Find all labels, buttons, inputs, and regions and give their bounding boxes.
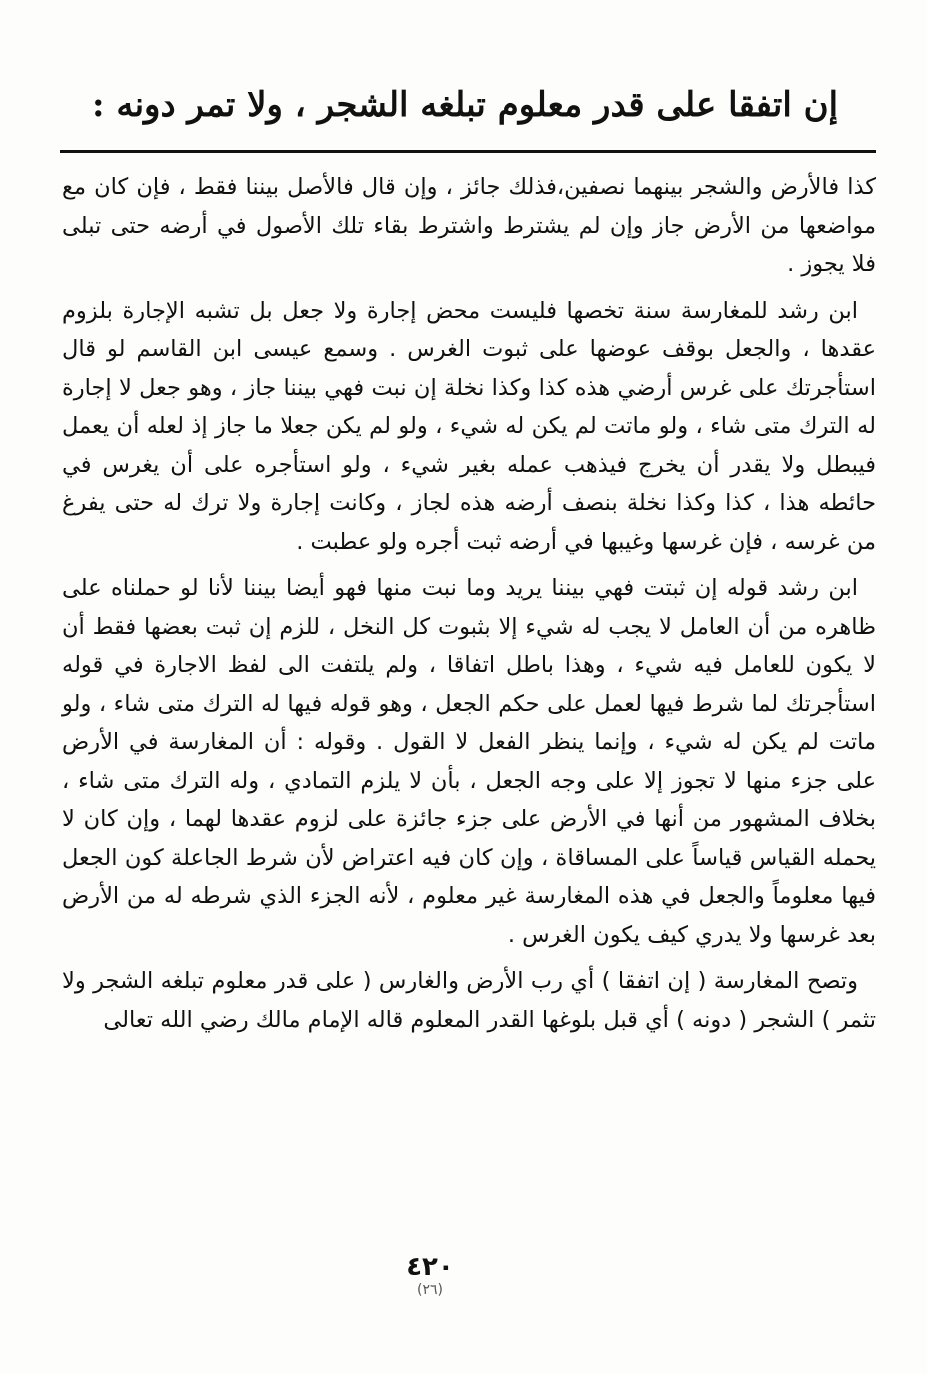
running-header: إن اتفقا على قدر معلوم تبلغه الشجر ، ولا تمر دونه : (91, 85, 839, 125)
paragraph-2: ابن رشد للمغارسة سنة تخصها فليست محض إجارة ولا جعل بل تشبه الإجارة بلزوم عقدها ، والجعل بوقف عوضها على ثبوت الغرس . وسمع عيسى ابن القاسم لو قال استأجرتك على غرس أرضي هذه كذا وكذا نخلة إن نبت فهي بيننا جاز ، وهو جعل لا إجارة له الترك متى شاء ، ولو ماتت لم يكن له شيء ، ولو لم يكن جعلا ما جاز إذ لعله أن يعمل فيبطل ولا يقدر أن يخرج فيذهب عمله بغير شيء ، ولو استأجره على أن يغرس في حائطه هذا ، كذا وكذا نخلة بنصف أرضه هذه لجاز ، وكانت إجارة ولا ترك له حتى يفرغ من غرسه ، فإن غرسها وغيبها في أرضه ثبت أجره ولو عطبت . (62, 297, 876, 555)
paragraph-3: ابن رشد قوله إن ثبتت فهي بيننا يريد وما نبت منها فهو أيضا بيننا لأنا لو حملناه على ظاهره من أن العامل لا يجب له شيء إلا بثبوت كل النخل ، للزم إن ثبت بعضها فقط أن لا يكون للعامل فيه شيء ، وهذا باطل اتفاقا ، ولم يلتفت الى لفظ الاجارة في قوله استأجرتك لما شرط فيها لعمل على حكم الجعل ، وهو قوله فيها له الترك متى شاء ، ولو ماتت لم يكن له شيء ، وإنما ينظر الفعل لا القول . وقوله : أن المغارسة في الأرض على جزء منها لا تجوز إلا على وجه الجعل ، بأن لا يلزم التمادي ، وله الترك متى شاء ، بخلاف المشهور من أنها في الأرض على جزء جائزة على لزوم عقدها لهما ، وإن كان لا يحمله القياس قياساً على المساقاة ، وإن كان فيه اعتراض لأن شرط الجاعلة كون الجعل فيها معلوماً والجعل في هذه المغارسة غير معلوم ، لأنه الجزء الذي شرطه له من الأرض بعد غرسها ولا يدري كيف يكون الغرس . (62, 575, 876, 948)
header-divider (60, 150, 876, 153)
main-text (62, 168, 876, 1047)
paragraph-4: وتصح المغارسة ( إن اتفقا ) أي رب الأرض والغارس ( على قدر معلوم تبلغه الشجر ولا تثمر ) الشجر ( دونه ) أي قبل بلوغها القدر المعلوم قاله الإمام مالك رضي الله تعالى (62, 968, 876, 1033)
paragraph-1: كذا فالأرض والشجر بينهما نصفين،فذلك جائز ، وإن قال فالأصل بيننا فقط ، فإن كان مع مواضعها من الأرض جاز وإن لم يشترط واشترط بقاء تلك الأصول في أرضه حتى تبلى فلا يجوز . (62, 174, 876, 277)
page-number: ٤٢٠ (406, 1252, 454, 1282)
page-sub-mark: (٢٦) (417, 1282, 443, 1298)
